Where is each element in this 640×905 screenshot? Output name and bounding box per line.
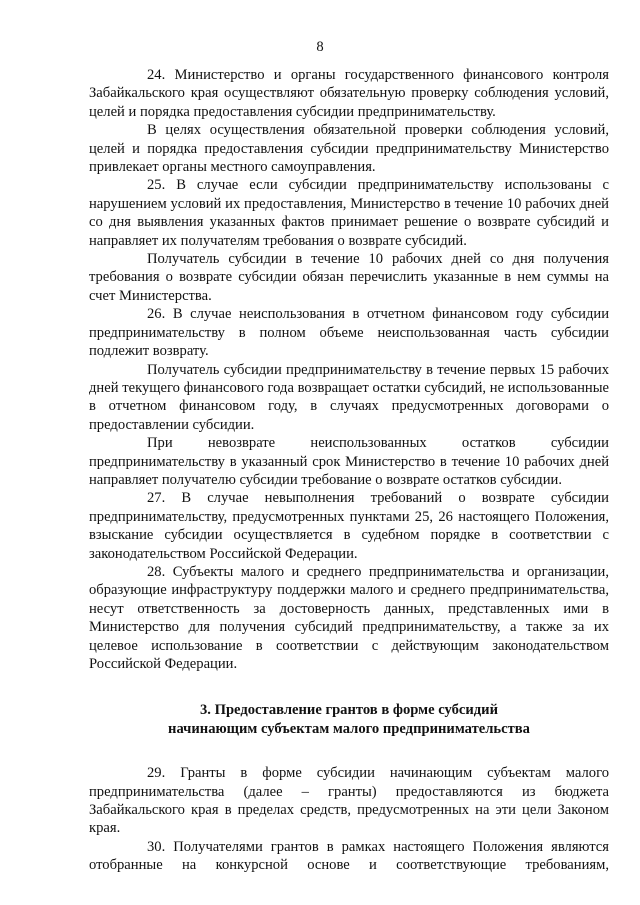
paragraph-26-nonreturn: При невозврате неиспользованных остатков субсидии предпринимательству в указанный срок Министерство в течение 10 рабочих дней направляет получателю субсидии требование о возврате остатков субсидии. [89, 435, 609, 488]
section-heading-line-1: 3. Предоставление грантов в форме субсидий [200, 702, 498, 719]
section-heading [89, 701, 609, 738]
paragraph-30: 30. Получателями грантов в рамках настоящего Положения являются отобранные на конкурсной основе и соответствующие требованиям, [89, 838, 609, 874]
paragraph-29: 29. Гранты в форме субсидии начинающим субъектам малого предпринимательства (далее – гранты) предоставляются из бюджета Забайкальского края в пределах средств, предусмотренных на эти цели Законом края. [89, 765, 609, 837]
section-heading-line-2: начинающим субъектам малого предпринимательства [168, 720, 530, 737]
paragraph-28: 28. Субъекты малого и среднего предпринимательства и организации, образующие инфраструктуру поддержки малого и среднего предпринимательства, несут ответственность за достоверность данных, представленных ими в Министерство для получения субсидий предпринимательству, а также за их целевое использование в соответствии с действующим законодательством Российской Федерации. [89, 563, 609, 672]
paragraph-26-recipient: Получатель субсидии предпринимательству в течение первых 15 рабочих дней текущего финансового года возвращает остатки субсидий, не использованные в отчетном финансовом году, в случаях предусмотренных договорами о предоставлении субсидии. [89, 361, 609, 433]
paragraph-27: 27. В случае невыполнения требований о возврате субсидии предпринимательству, предусмотренных пунктами 25, 26 настоящего Положения, взыскание субсидии осуществляется в судебном порядке в соответствии с законодательством Российской Федерации. [89, 490, 609, 562]
paragraph-26: 26. В случае неиспользования в отчетном финансовом году субсидии предпринимательству в полном объеме неиспользованная часть субсидии подлежит возврату. [89, 306, 609, 360]
paragraph-24: 24. Министерство и органы государственного финансового контроля Забайкальского края осуществляют обязательную проверку соблюдения условий, целей и порядка предоставления субсидии предпринимательству. [89, 67, 609, 120]
paragraph-25-recipient: Получатель субсидии в течение 10 рабочих дней со дня получения требования о возврате субсидии обязан перечислить указанные в нем суммы на счет Министерства. [89, 251, 609, 304]
document-body [89, 66, 609, 875]
paragraph-25: 25. В случае если субсидии предпринимательству использованы с нарушением условий их предоставления, Министерство в течение 10 рабочих дней со дня выявления указанных фактов принимает решение о возврате субсидий и направляет их получателям требования о возврате субсидий. [89, 177, 609, 249]
page-number: 8 [316, 39, 324, 55]
paragraph-24-verification: В целях осуществления обязательной проверки соблюдения условий, целей и порядка предоставления субсидии предпринимательству Министерство привлекает органы местного самоуправления. [89, 122, 609, 176]
